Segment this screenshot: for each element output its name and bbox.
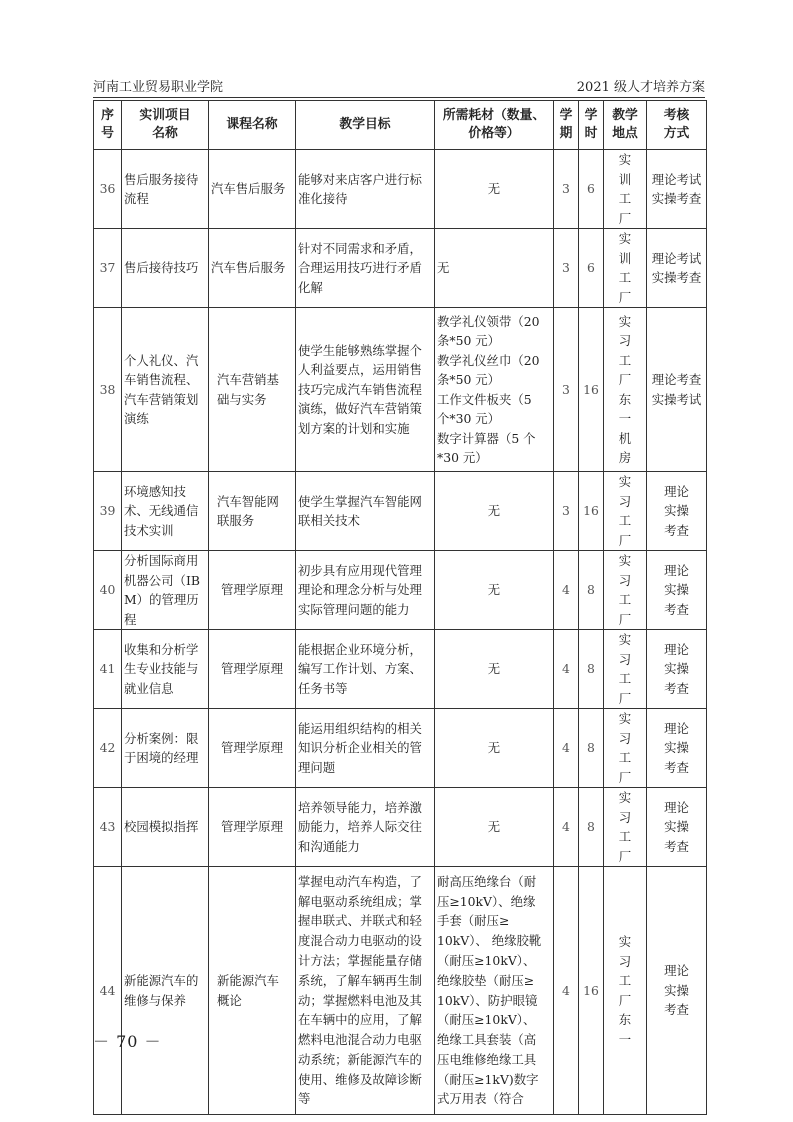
row-location: 实习工厂 (604, 472, 647, 551)
row-hours: 8 (579, 709, 604, 788)
col-header-materials: 所需耗材（数量、价格等） (435, 101, 554, 150)
row-project: 个人礼仪、汽车销售流程、汽车营销策划演练 (122, 308, 209, 472)
row-materials: 无 (435, 472, 554, 551)
row-hours: 6 (579, 150, 604, 229)
row-project: 分析案例：限于困境的经理 (122, 709, 209, 788)
row-materials: 无 (435, 551, 554, 630)
row-goal: 针对不同需求和矛盾，合理运用技巧进行矛盾化解 (296, 229, 435, 308)
row-materials: 无 (435, 150, 554, 229)
row-goal: 初步具有应用现代管理理论和理念分析与处理实际管理问题的能力 (296, 551, 435, 630)
col-header-assessment: 考核方式 (647, 101, 707, 150)
table-row (94, 709, 707, 788)
row-seq: 40 (94, 551, 122, 630)
row-location: 实习工厂东一 (604, 867, 647, 1115)
row-seq: 43 (94, 788, 122, 867)
row-assessment: 理论考查实操考试 (647, 308, 707, 472)
table-row (94, 308, 707, 472)
row-project: 售后接待技巧 (122, 229, 209, 308)
row-hours: 8 (579, 630, 604, 709)
row-seq: 37 (94, 229, 122, 308)
row-semester: 4 (554, 630, 579, 709)
row-seq: 36 (94, 150, 122, 229)
row-assessment: 理论实操考查 (647, 709, 707, 788)
row-assessment: 理论考试实操考查 (647, 150, 707, 229)
row-project: 新能源汽车的维修与保养 (122, 867, 209, 1115)
row-goal: 能运用组织结构的相关知识分析企业相关的管理问题 (296, 709, 435, 788)
col-header-project: 实训项目名称 (122, 101, 209, 150)
table-row (94, 867, 707, 1115)
row-goal: 使学生能够熟练掌握个人利益要点，运用销售技巧完成汽车销售流程演练，做好汽车营销策划方案的计划和实施 (296, 308, 435, 472)
row-hours: 8 (579, 551, 604, 630)
row-hours: 16 (579, 308, 604, 472)
row-project: 分析国际商用机器公司（IBM）的管理历程 (122, 551, 209, 630)
table-row (94, 788, 707, 867)
row-hours: 6 (579, 229, 604, 308)
row-course: 管理学原理 (209, 788, 296, 867)
table-row (94, 150, 707, 229)
col-header-hours: 学时 (579, 101, 604, 150)
col-header-goal: 教学目标 (296, 101, 435, 150)
row-semester: 3 (554, 150, 579, 229)
row-semester: 3 (554, 308, 579, 472)
row-semester: 4 (554, 551, 579, 630)
row-project: 环境感知技术、无线通信技术实训 (122, 472, 209, 551)
col-header-semester: 学期 (554, 101, 579, 150)
row-location: 实习工厂 (604, 709, 647, 788)
row-semester: 4 (554, 709, 579, 788)
row-location: 实训工厂 (604, 229, 647, 308)
row-assessment: 理论实操考查 (647, 472, 707, 551)
row-assessment: 理论实操考查 (647, 788, 707, 867)
row-assessment: 理论实操考查 (647, 867, 707, 1115)
row-materials: 耐高压绝缘台（耐 压≥10kV）、绝缘 手套（耐压≥ 10kV）、 绝缘胶靴 （耐压≥10kV）、 绝缘胶垫（耐压≥ 10kV）、防护眼镜 （耐压≥10kV）、 绝缘工具套装（高 压电维修绝缘工具 （耐压≥1kV)数字 式万用表（符合 (435, 867, 554, 1115)
row-materials: 教学礼仪领带（20 条*50 元） 教学礼仪丝巾（20 条*50 元） 工作文件板夹（5 个*30 元） 数字计算器（5 个 *30 元） (435, 308, 554, 472)
row-materials: 无 (435, 788, 554, 867)
row-location: 实习工厂 (604, 788, 647, 867)
page-number: － 70 － (93, 1032, 162, 1051)
row-seq: 39 (94, 472, 122, 551)
table-row (94, 551, 707, 630)
row-seq: 42 (94, 709, 122, 788)
row-goal: 培养领导能力，培养激励能力，培养人际交往和沟通能力 (296, 788, 435, 867)
row-goal: 掌握电动汽车构造，了解电驱动系统组成；掌握串联式、并联式和轻度混合动力电驱动的设计方法；掌握能量存储系统，了解车辆再生制动；掌握燃料电池及其在车辆中的应用，了解燃料电池混合动力电驱动系统；新能源汽车的使用、维修及故障诊断等 (296, 867, 435, 1115)
row-course: 新能源汽车概论 (209, 867, 296, 1115)
row-course: 汽车智能网联服务 (209, 472, 296, 551)
row-course: 汽车营销基础与实务 (209, 308, 296, 472)
table-row (94, 229, 707, 308)
row-location: 实习工厂 (604, 551, 647, 630)
row-course: 汽车售后服务 (209, 150, 296, 229)
row-seq: 38 (94, 308, 122, 472)
col-header-location: 教学地点 (604, 101, 647, 150)
col-header-course: 课程名称 (209, 101, 296, 150)
row-location: 实训工厂 (604, 150, 647, 229)
row-goal: 能够对来店客户进行标准化接待 (296, 150, 435, 229)
row-course: 管理学原理 (209, 551, 296, 630)
row-project: 收集和分析学生专业技能与就业信息 (122, 630, 209, 709)
row-semester: 3 (554, 229, 579, 308)
row-hours: 8 (579, 788, 604, 867)
row-assessment: 理论实操考查 (647, 551, 707, 630)
row-project: 校园模拟指挥 (122, 788, 209, 867)
row-goal: 能根据企业环境分析，编写工作计划、方案、任务书等 (296, 630, 435, 709)
row-location: 实习工厂 (604, 630, 647, 709)
row-hours: 16 (579, 867, 604, 1115)
table-row (94, 472, 707, 551)
row-project: 售后服务接待流程 (122, 150, 209, 229)
row-course: 管理学原理 (209, 709, 296, 788)
row-semester: 3 (554, 472, 579, 551)
row-semester: 4 (554, 788, 579, 867)
row-semester: 4 (554, 867, 579, 1115)
col-header-seq: 序号 (94, 101, 122, 150)
row-course: 汽车售后服务 (209, 229, 296, 308)
row-materials: 无 (435, 709, 554, 788)
header-document-title: 2021 级人才培养方案 (576, 80, 705, 95)
row-assessment: 理论考试实操考查 (647, 229, 707, 308)
table-header-row (94, 101, 707, 150)
row-location: 实习工厂东一机房 (604, 308, 647, 472)
row-course: 管理学原理 (209, 630, 296, 709)
table-row (94, 630, 707, 709)
row-seq: 41 (94, 630, 122, 709)
training-projects-table (93, 100, 707, 1115)
row-materials: 无 (435, 229, 554, 308)
row-materials: 无 (435, 630, 554, 709)
row-seq: 44 (94, 867, 122, 1115)
header-school-name: 河南工业贸易职业学院 (93, 80, 224, 95)
header-divider (93, 97, 705, 98)
row-hours: 16 (579, 472, 604, 551)
row-assessment: 理论实操考查 (647, 630, 707, 709)
row-goal: 使学生掌握汽车智能网联相关技术 (296, 472, 435, 551)
